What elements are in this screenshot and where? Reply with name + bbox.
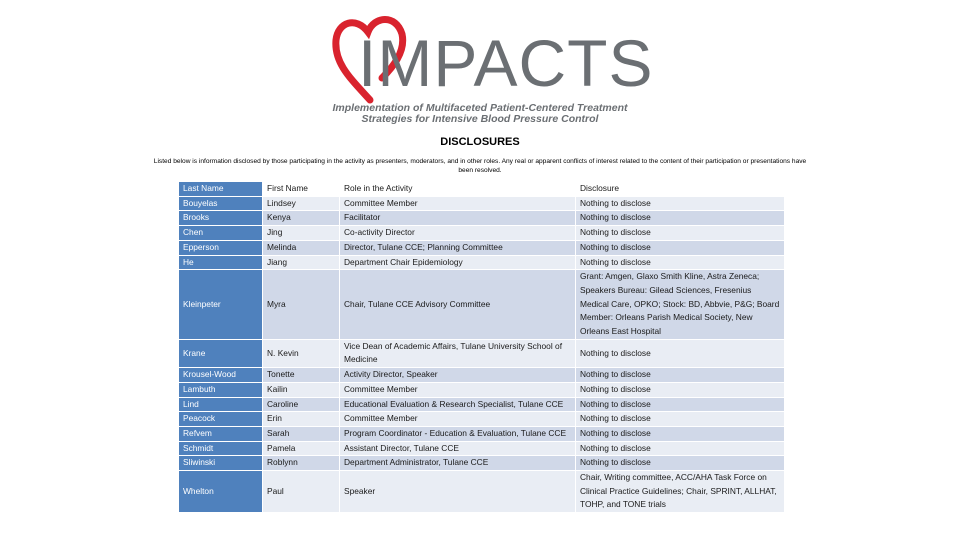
logo-wordmark: IMPACTS	[358, 26, 654, 100]
disclosure-cell: Nothing to disclose	[576, 211, 785, 226]
last-name-cell: He	[179, 255, 263, 270]
last-name-cell: Chen	[179, 226, 263, 241]
table-row	[179, 211, 785, 226]
role-cell: Committee Member	[340, 196, 576, 211]
role-cell: Vice Dean of Academic Affairs, Tulane University School of Medicine	[340, 339, 576, 367]
role-cell: Department Administrator, Tulane CCE	[340, 456, 576, 471]
last-name-cell: Refvem	[179, 426, 263, 441]
table-row	[179, 456, 785, 471]
disclosure-cell: Nothing to disclose	[576, 196, 785, 211]
disclosure-cell: Nothing to disclose	[576, 368, 785, 383]
role-cell: Program Coordinator - Education & Evaluation, Tulane CCE	[340, 426, 576, 441]
disclosure-cell: Nothing to disclose	[576, 412, 785, 427]
last-name-cell: Whelton	[179, 471, 263, 513]
header-disclosure: Disclosure	[576, 182, 785, 197]
last-name-cell: Epperson	[179, 240, 263, 255]
intro-text: Listed below is information disclosed by those participating in the activity as presenters, moderators, and in other roles. Any real or apparent conflicts of interest related to the content of their participation or presentations have been resolved.	[153, 158, 807, 174]
first-name-cell: Sarah	[263, 426, 340, 441]
last-name-cell: Krousel-Wood	[179, 368, 263, 383]
header-first-name: First Name	[263, 182, 340, 197]
table-row	[179, 412, 785, 427]
table-row	[179, 397, 785, 412]
role-cell: Activity Director, Speaker	[340, 368, 576, 383]
disclosure-cell: Nothing to disclose	[576, 339, 785, 367]
first-name-cell: Tonette	[263, 368, 340, 383]
first-name-cell: Pamela	[263, 441, 340, 456]
table-header-row	[179, 182, 785, 197]
table-row	[179, 382, 785, 397]
last-name-cell: Peacock	[179, 412, 263, 427]
disclosure-cell: Nothing to disclose	[576, 441, 785, 456]
disclosure-cell: Nothing to disclose	[576, 255, 785, 270]
last-name-cell: Lambuth	[179, 382, 263, 397]
last-name-cell: Krane	[179, 339, 263, 367]
disclosure-cell: Grant: Amgen, Glaxo Smith Kline, Astra Zeneca; Speakers Bureau: Gilead Sciences, Fresenius Medical Care, OPKO; Stock: BD, Abbvie, P&G; Board Member: Orleans Parish Medical Society, New Orleans East Hospital	[576, 270, 785, 340]
header-role: Role in the Activity	[340, 182, 576, 197]
table-row	[179, 226, 785, 241]
role-cell: Chair, Tulane CCE Advisory Committee	[340, 270, 576, 340]
last-name-cell: Brooks	[179, 211, 263, 226]
table-row	[179, 240, 785, 255]
role-cell: Assistant Director, Tulane CCE	[340, 441, 576, 456]
first-name-cell: N. Kevin	[263, 339, 340, 367]
role-cell: Educational Evaluation & Research Specialist, Tulane CCE	[340, 397, 576, 412]
last-name-cell: Bouyelas	[179, 196, 263, 211]
first-name-cell: Myra	[263, 270, 340, 340]
disclosures-table	[178, 181, 785, 513]
disclosure-cell: Nothing to disclose	[576, 426, 785, 441]
first-name-cell: Roblynn	[263, 456, 340, 471]
disclosure-cell: Nothing to disclose	[576, 226, 785, 241]
first-name-cell: Jiang	[263, 255, 340, 270]
logo-tagline-2: Strategies for Intensive Blood Pressure Control	[361, 113, 599, 125]
disclosure-cell: Nothing to disclose	[576, 382, 785, 397]
disclosure-cell: Nothing to disclose	[576, 456, 785, 471]
role-cell: Co-activity Director	[340, 226, 576, 241]
first-name-cell: Melinda	[263, 240, 340, 255]
disclosure-cell: Nothing to disclose	[576, 397, 785, 412]
table-row	[179, 368, 785, 383]
role-cell: Department Chair Epidemiology	[340, 255, 576, 270]
last-name-cell: Kleinpeter	[179, 270, 263, 340]
first-name-cell: Kenya	[263, 211, 340, 226]
role-cell: Committee Member	[340, 382, 576, 397]
role-cell: Director, Tulane CCE; Planning Committee	[340, 240, 576, 255]
role-cell: Facilitator	[340, 211, 576, 226]
role-cell: Committee Member	[340, 412, 576, 427]
table-row	[179, 255, 785, 270]
last-name-cell: Lind	[179, 397, 263, 412]
disclosure-cell: Nothing to disclose	[576, 240, 785, 255]
impacts-logo	[320, 8, 654, 130]
header-last-name: Last Name	[179, 182, 263, 197]
disclosure-cell: Chair, Writing committee, ACC/AHA Task Force on Clinical Practice Guidelines; Chair, SPRINT, ALLHAT, TOHP, and TONE trials	[576, 471, 785, 513]
role-cell: Speaker	[340, 471, 576, 513]
table-row	[179, 426, 785, 441]
table-row	[179, 339, 785, 367]
logo-tagline-1: Implementation of Multifaceted Patient-Centered Treatment	[332, 102, 628, 114]
table-row	[179, 471, 785, 513]
last-name-cell: Sliwinski	[179, 456, 263, 471]
last-name-cell: Schmidt	[179, 441, 263, 456]
table-row	[179, 196, 785, 211]
first-name-cell: Jing	[263, 226, 340, 241]
first-name-cell: Caroline	[263, 397, 340, 412]
first-name-cell: Lindsey	[263, 196, 340, 211]
first-name-cell: Paul	[263, 471, 340, 513]
page-title: DISCLOSURES	[440, 136, 520, 148]
table-row	[179, 441, 785, 456]
first-name-cell: Erin	[263, 412, 340, 427]
table-row	[179, 270, 785, 340]
first-name-cell: Kailin	[263, 382, 340, 397]
